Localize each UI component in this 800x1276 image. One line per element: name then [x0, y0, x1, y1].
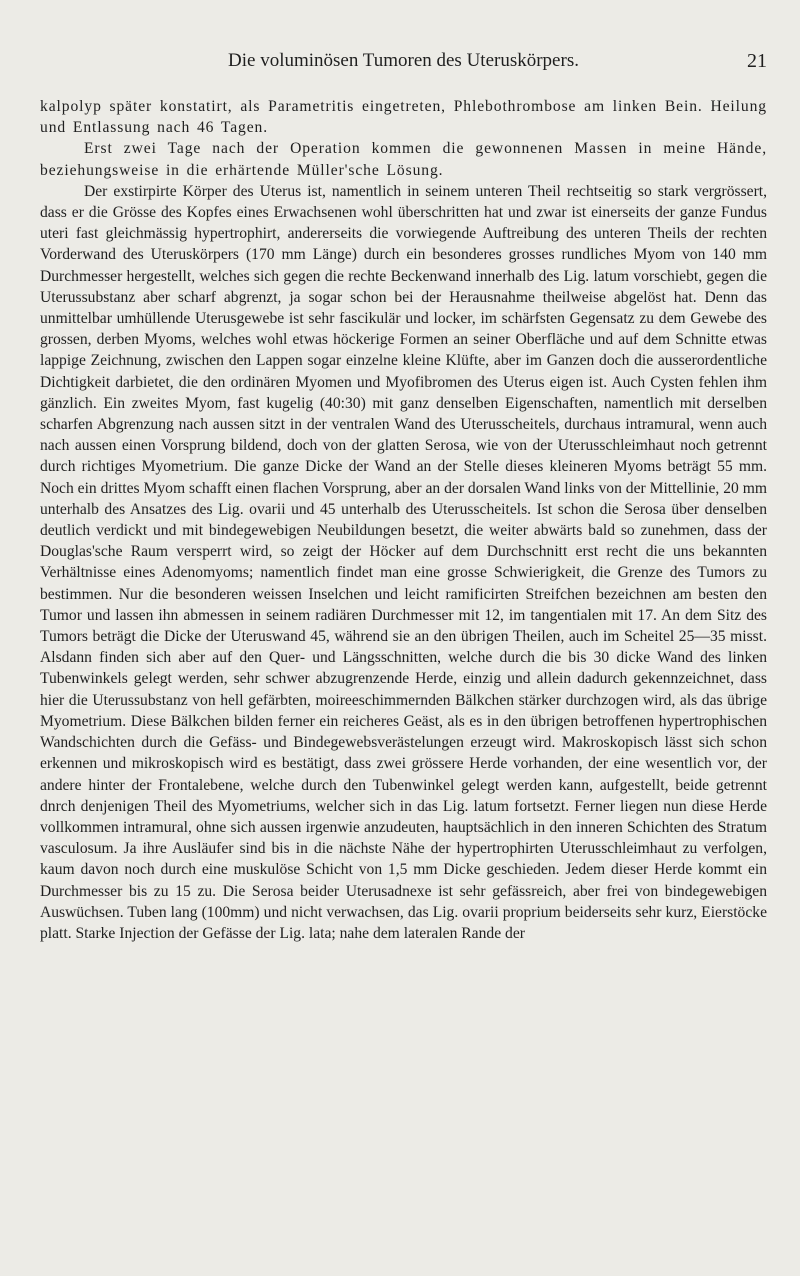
paragraph-2: Erst zwei Tage nach der Operation kommen die gewonnenen Massen in meine Hände, beziehungsweise in die erhärtende Müller'sche Lösung. — [40, 140, 767, 179]
body-text — [40, 96, 767, 944]
paragraph-3: Der exstirpirte Körper des Uterus ist, namentlich in seinem unteren Theil rechtseitig so stark vergrössert, dass er die Grösse des Kopfes eines Erwachsenen wohl überschritten hat und zwar ist einerseits der ganze Fundus uteri fast gleichmässig hypertrophirt, andererseits die vorwiegende Auftreibung des unteren Theils der rechten Vorderwand des Uteruskörpers (170 mm Länge) durch ein besonderes grosses rundliches Myom von 140 mm Durchmesser hergestellt, welches sich gegen die rechte Beckenwand innerhalb des Lig. latum vorschiebt, gegen die Uterussubstanz aber scharf abgrenzt, ja sogar schon bei der Herausnahme theilweise abgelöst hat. Denn das unmittelbar umhüllende Uterusgewebe ist sehr fascikulär und locker, im schärfsten Gegensatz zu dem Gewebe des grossen, derben Myoms, welches wohl etwas höckerige Formen an seiner Oberfläche und auf dem Schnitte etwas lappige Zeichnung, zwischen den Lappen sogar einzelne kleine Klüfte, aber im Ganzen doch die ausserordentliche Dichtigkeit darbietet, die den ordinären Myomen und Myofibromen des Uterus eigen ist. Auch Cysten fehlen ihm gänzlich. Ein zweites Myom, fast kugelig (40:30) mit ganz denselben Eigenschaften, namentlich mit derselben scharfen Abgrenzung nach aussen sitzt in der ventralen Wand des Uterusscheitels, durchaus intramural, wenn auch nach aussen einen Vorsprung bildend, doch von der glatten Serosa, wie von der Uterusschleimhaut noch getrennt durch richtiges Myometrium. Die ganze Dicke der Wand an der Stelle dieses kleineren Myoms beträgt 55 mm. Noch ein drittes Myom schafft einen flachen Vorsprung, aber an der dorsalen Wand links von der Mittellinie, 20 mm unterhalb des Ansatzes des Lig. ovarii und 45 unterhalb des Uterusscheitels. Ist schon die Serosa über denselben deutlich verdickt und mit bindegewebigen Neubildungen besetzt, die weiter abwärts bald so zunehmen, dass der Douglas'sche Raum versperrt wird, so zeigt der Höcker auf dem Durchschnitt erst recht die uns bekannten Verhältnisse eines Adenomyoms; namentlich findet man eine grosse Schwierigkeit, die Grenze des Tumors zu bestimmen. Nur die besonderen weissen Inselchen und leicht ramificirten Streifchen bezeichnen am besten den Tumor und lassen ihn abmessen in seinem radiären Durchmesser mit 12, im tangentialen mit 17. An dem Sitz des Tumors beträgt die Dicke der Uteruswand 45, während sie an den übrigen Theilen, auch im Scheitel 25—35 misst. Alsdann finden sich aber auf den Quer- und Längsschnitten, welche durch die bis 30 dicke Wand des linken Tubenwinkels gelegt werden, sehr schwer abzugrenzende Herde, einzig und allein dadurch gekennzeichnet, dass hier die Uterussubstanz von hell gefärbten, moireeschimmernden Bälkchen stärker durchzogen wird, als das übrige Myometrium. Diese Bälkchen bilden ferner ein reicheres Geäst, als es in den übrigen betroffenen hypertrophischen Wandschichten durch die Gefäss- und Bindegewebsverästelungen erzeugt wird. Makroskopisch lässt sich schon erkennen und mikroskopisch wird es bestätigt, dass zwei grössere Herde vorhanden, der eine wesentlich vor, der andere hinter der Frontalebene, welche durch den Tubenwinkel gelegt werden kann, aufgestellt, beide getrennt dnrch denjenigen Theil des Myometriums, welcher sich in das Lig. latum fortsetzt. Ferner liegen nun diese Herde vollkommen intramural, ohne sich aussen irgenwie anzudeuten, hauptsächlich in den inneren Schichten des Stratum vasculosum. Ja ihre Ausläufer sind bis in die nächste Nähe der hypertrophirten Uterusschleimhaut zu verfolgen, kaum davon noch durch eine muskulöse Schicht von 1,5 mm Dicke geschieden. Jedem dieser Herde kommt ein Durchmesser bis zu 15 zu. Die Serosa beider Uterusadnexe ist sehr gefässreich, aber frei von bindegewebigen Auswüchsen. Tuben lang (100mm) und nicht verwachsen, das Lig. ovarii proprium beiderseits sehr kurz, Eierstöcke platt. Starke Injection der Gefässe der Lig. lata; nahe dem lateralen Rande der — [40, 182, 767, 942]
page-number: 21 — [747, 50, 767, 72]
running-title: Die voluminösen Tumoren des Uteruskörpers. — [228, 50, 579, 71]
paragraph-1: kalpolyp später konstatirt, als Parametritis eingetreten, Phlebothrombose am linken Bein. Heilung und Entlassung nach 46 Tagen. — [40, 98, 767, 137]
running-head — [40, 50, 767, 76]
